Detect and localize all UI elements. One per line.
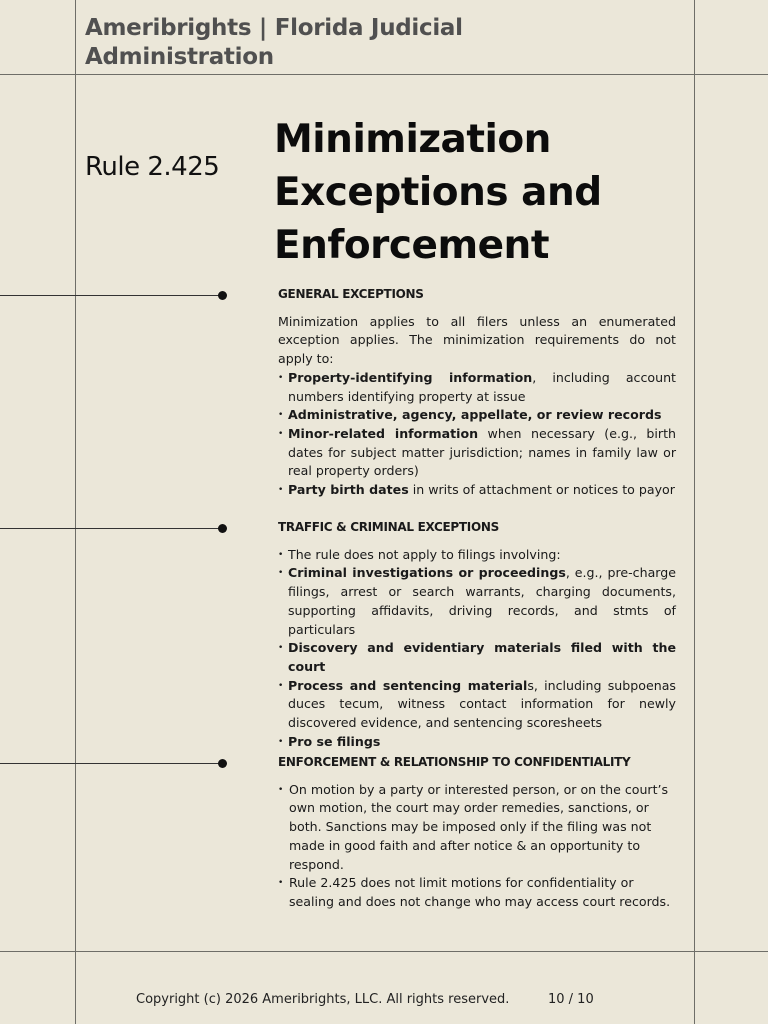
- list-item: • On motion by a party or interested person, or on the court’s own motion, the court may order remedies, sanctions, or both. Sanctions may be imposed only if the filing was not made in good faith and after notice & an opportunity to respond.: [278, 781, 676, 875]
- list-item: • Process and sentencing materials, including subpoenas duces tecum, witness contact information for newly discovered evidence, and sentencing scoresheets: [278, 677, 676, 733]
- connector-dot: [218, 524, 227, 533]
- list-item: • Pro se filings: [278, 733, 676, 752]
- list-item: • Criminal investigations or proceedings, e.g., pre-charge filings, arrest or search warrants, charging documents, supporting affidavits, driving records, and stmts of particulars: [278, 564, 676, 639]
- brand-header: Ameribrights | Florida Judicial Administration: [85, 15, 463, 70]
- connector-line: [0, 528, 222, 529]
- section-intro: Minimization applies to all filers unless an enumerated exception applies. The minimization requirements do not apply to:: [278, 313, 676, 367]
- list-item: • Administrative, agency, appellate, or review records: [278, 406, 676, 425]
- list-item: • The rule does not apply to filings involving:: [278, 546, 676, 565]
- connector-dot: [218, 291, 227, 300]
- list-item: • Party birth dates in writs of attachment or notices to payor: [278, 481, 676, 500]
- footer-divider: [0, 951, 768, 952]
- list-item: • Rule 2.425 does not limit motions for confidentiality or sealing and does not change who may access court records.: [278, 874, 676, 911]
- bullet-list: [278, 369, 676, 500]
- list-item: • Discovery and evidentiary materials filed with the court: [278, 639, 676, 676]
- connector-line: [0, 295, 222, 296]
- connector-dot: [218, 759, 227, 768]
- connector-line: [0, 763, 222, 764]
- section-heading: ENFORCEMENT & RELATIONSHIP TO CONFIDENTIALITY: [278, 755, 631, 769]
- page-title: Minimization Exceptions and Enforcement: [274, 117, 602, 268]
- section-traffic-criminal-exceptions: [278, 518, 676, 751]
- list-item: • Minor-related information when necessary (e.g., birth dates for subject matter jurisdiction; names in family law or real property orders): [278, 425, 676, 481]
- header-divider: [0, 74, 768, 75]
- bullet-list: [278, 781, 676, 912]
- section-heading: TRAFFIC & CRIMINAL EXCEPTIONS: [278, 520, 499, 534]
- section-enforcement: [278, 753, 676, 912]
- page-number: 10 / 10: [548, 992, 594, 1007]
- bullet-list: [278, 546, 676, 752]
- copyright: Copyright (c) 2026 Ameribrights, LLC. All rights reserved.: [136, 992, 510, 1007]
- list-item: • Property-identifying information, including account numbers identifying property at issue: [278, 369, 676, 406]
- section-heading: GENERAL EXCEPTIONS: [278, 287, 424, 301]
- right-margin-line: [694, 0, 695, 1024]
- left-margin-line: [75, 0, 76, 1024]
- section-general-exceptions: [278, 285, 676, 500]
- rule-label: Rule 2.425: [85, 152, 220, 182]
